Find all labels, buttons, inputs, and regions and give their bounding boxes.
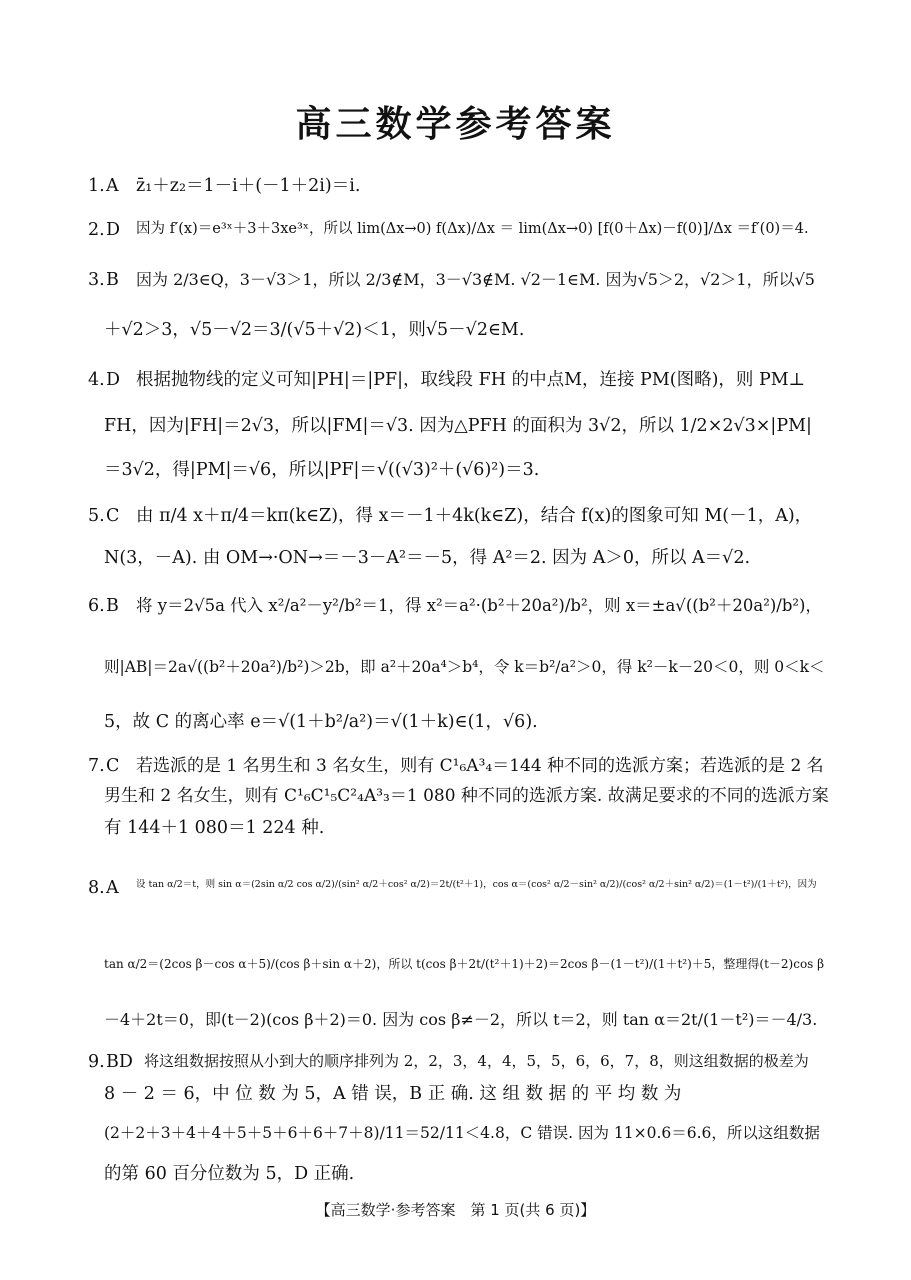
question-number: 3. bbox=[88, 270, 105, 290]
question-number: 5. bbox=[88, 506, 105, 526]
answer-choice: D bbox=[106, 220, 121, 240]
answer-text: 8 － 2 ＝ 6，中 位 数 为 5，A 错 误，B 正 确. 这 组 数 据 的 平 均 数 为 bbox=[104, 1084, 682, 1104]
answer-text: 将这组数据按照从小到大的顺序排列为 2，2，3，4，4，5，5，6，6，7，8，则这组数据的极差为 bbox=[144, 1052, 809, 1070]
answer-text: 将 y＝2√5a 代入 x²/a²－y²/b²＝1，得 x²＝a²·(b²＋20a²)/b²，则 x＝±a√((b²＋20a²)/b²)， bbox=[136, 596, 822, 615]
answer-text: 因为 2/3∈Q，3－√3＞1，所以 2/3∉M，3－√3∉M. √2－1∈M. 因为√5＞2，√2＞1，所以√5 bbox=[136, 270, 815, 289]
answer-text: 根据抛物线的定义可知|PH|＝|PF|，取线段 FH 的中点M，连接 PM(图略)，则 PM⊥ bbox=[136, 370, 806, 390]
answer-text: 的第 60 百分位数为 5，D 正确. bbox=[104, 1164, 355, 1184]
question-number: 6. bbox=[88, 596, 105, 616]
answer-choice: D bbox=[106, 370, 121, 390]
answer-text: 由 π/4 x＋π/4＝kπ(k∈Z)，得 x＝－1＋4k(k∈Z)，结合 f(x)的图象可知 M(－1，A)， bbox=[136, 506, 813, 526]
answer-text: (2＋2＋3＋4＋4＋5＋5＋6＋6＋7＋8)/11＝52/11＜4.8，C 错误. 因为 11×0.6＝6.6，所以这组数据 bbox=[104, 1124, 820, 1142]
answer-text: ＋√2＞3，√5－√2＝3/(√5＋√2)＜1，则√5－√2∈M. bbox=[104, 320, 525, 340]
answer-text: tan α/2＝(2cos β－cos α＋5)/(cos β＋sin α＋2)，所以 t(cos β＋2t/(t²＋1)＋2)＝2cos β－(1－t²)/(1＋t²)＋5，整理得(t－2)cos β bbox=[104, 957, 825, 971]
question-number: 1. bbox=[88, 176, 105, 196]
answer-text: 设 tan α/2＝t，则 sin α＝(2sin α/2 cos α/2)/(sin² α/2＋cos² α/2)＝2t/(t²＋1)，cos α＝(cos² α/2－sin² α/2)/(cos² α/2＋sin² α/2)＝(1－t²)/(1＋t²)，因为 bbox=[136, 879, 817, 890]
answer-choice: B bbox=[106, 270, 119, 290]
answer-text: 若选派的是 1 名男生和 3 名女生，则有 C¹₆A³₄＝144 种不同的选派方案；若选派的是 2 名 bbox=[136, 756, 824, 776]
question-number: 2. bbox=[88, 220, 105, 240]
answer-choice: A bbox=[106, 878, 119, 898]
page-title: 高三数学参考答案 bbox=[295, 104, 616, 145]
question-number: 8. bbox=[88, 878, 105, 898]
page-footer bbox=[0, 1198, 911, 1220]
answer-choice: A bbox=[106, 176, 119, 196]
answer-choice: BD bbox=[106, 1052, 133, 1072]
question-number: 4. bbox=[88, 370, 105, 390]
answer-text: FH，因为|FH|＝2√3，所以|FM|＝√3. 因为△PFH 的面积为 3√2，所以 1/2×2√3×|PM| bbox=[104, 416, 812, 436]
answer-text: z̄₁＋z₂＝1－i＋(－1＋2i)＝i. bbox=[136, 176, 361, 196]
answer-choice: C bbox=[106, 756, 120, 776]
answer-choice: B bbox=[106, 596, 119, 616]
answer-text: －4＋2t＝0，即(t－2)(cos β＋2)＝0. 因为 cos β≠－2，所以 t＝2，则 tan α＝2t/(1－t²)＝－4/3. bbox=[104, 1010, 818, 1029]
answer-text: 则|AB|＝2a√((b²＋20a²)/b²)＞2b，即 a²＋20a⁴＞b⁴，令 k＝b²/a²＞0，得 k²－k－20＜0，则 0＜k＜ bbox=[104, 658, 825, 676]
footer-text: 【高三数学·参考答案 第 1 页(共 6 页)】 bbox=[316, 1198, 596, 1220]
answer-text: 5，故 C 的离心率 e＝√(1＋b²/a²)＝√(1＋k)∈(1，√6). bbox=[104, 712, 538, 732]
question-number: 7. bbox=[88, 756, 105, 776]
answer-text: ＝3√2，得|PM|＝√6，所以|PF|＝√((√3)²＋(√6)²)＝3. bbox=[104, 460, 540, 480]
answer-text: 因为 f′(x)＝e³ˣ＋3＋3xe³ˣ，所以 lim(Δx→0) f(Δx)/Δx ＝ lim(Δx→0) [f(0＋Δx)－f(0)]/Δx ＝f′(0)＝4. bbox=[136, 221, 809, 237]
answer-text: 男生和 2 名女生，则有 C¹₆C¹₅C²₄A³₃＝1 080 种不同的选派方案. 故满足要求的不同的选派方案 bbox=[104, 786, 829, 806]
answer-text: 有 144＋1 080＝1 224 种. bbox=[104, 818, 325, 838]
question-number: 9. bbox=[88, 1052, 105, 1072]
answer-text: N(3，－A). 由 OM→·ON→＝－3－A²＝－5，得 A²＝2. 因为 A＞0，所以 A＝√2. bbox=[104, 548, 751, 568]
answer-choice: C bbox=[106, 506, 120, 526]
